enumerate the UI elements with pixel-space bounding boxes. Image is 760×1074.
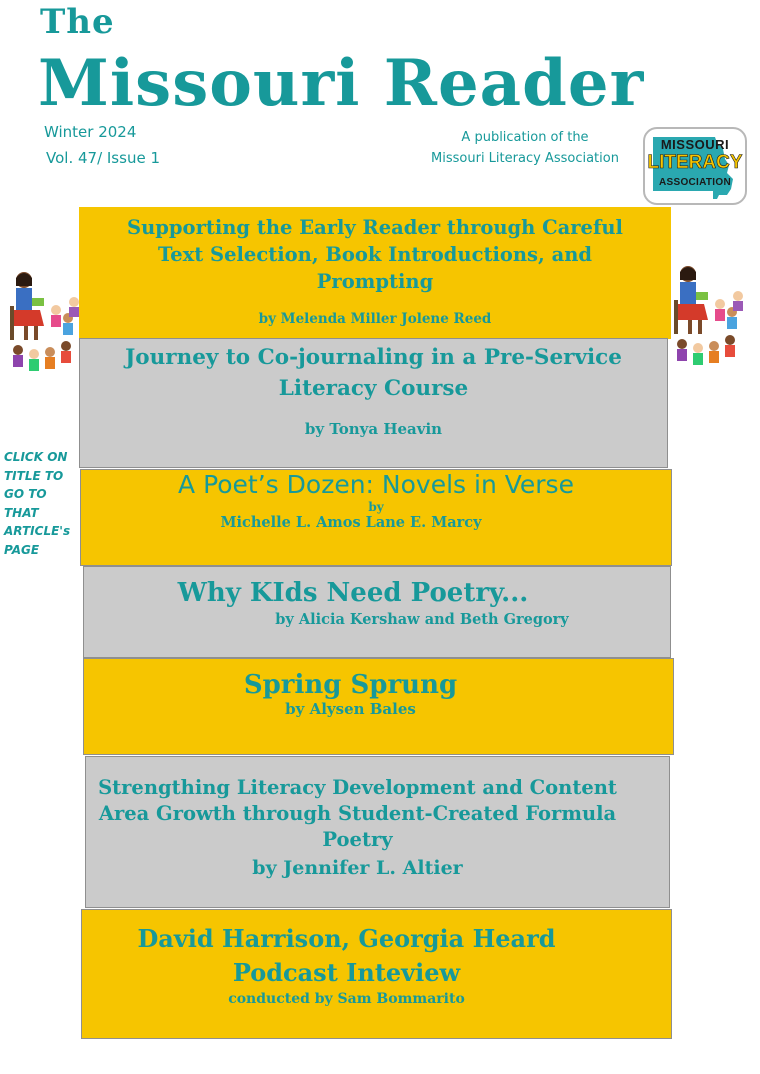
issue-volume: Vol. 47/ Issue 1 [46,149,160,167]
article-title-line: Podcast Inteview [232,958,461,987]
article-title-line: Why KIds Need Poetry... [177,578,529,608]
note-line: GO TO [4,487,47,501]
article-card-5 [83,658,674,755]
mla-logo [643,127,747,205]
article-byline-4: by Alicia Kershaw and Beth Gregory [275,611,569,628]
article-card-3 [80,469,672,566]
issue-season: Winter 2024 [44,123,137,141]
article-byline-5: by Alysen Bales [285,700,416,718]
note-line: ARTICLE's [4,524,71,538]
note-line: THAT [4,505,39,520]
teacher-reading-right-icon [670,262,746,366]
article-card-1 [79,207,671,339]
article-byline-by-3: by [368,500,384,514]
masthead-the: The [40,2,115,42]
masthead-title: Missouri Reader [38,46,645,121]
article-title-link-6[interactable] [86,775,629,853]
click-instruction-note [4,448,80,559]
logo-line-2: LITERACY [647,152,743,173]
article-byline-6: by Jennifer L. Altier [252,857,463,879]
teacher-reading-left-icon [6,268,82,372]
article-title-link-7[interactable] [82,922,611,990]
publisher-line-1: A publication of the [461,130,589,145]
article-title-link-1[interactable] [80,214,670,295]
article-title-line: Text Selection, Book Introductions, and [157,243,593,266]
article-card-2 [79,338,668,468]
article-byline-7: conducted by Sam Bommarito [228,991,465,1007]
article-title-line: Strengthing Literacy Development and Content [98,776,617,799]
note-line: PAGE [4,542,40,557]
article-title-link-3[interactable] [81,470,671,500]
article-title-line: Prompting [316,270,434,293]
article-card-4 [83,566,671,658]
logo-line-3: ASSOCIATION [658,177,731,188]
article-title-link-2[interactable] [80,342,667,404]
article-title-link-5[interactable] [84,669,617,701]
article-byline-1: by Melenda Miller Jolene Reed [258,311,492,327]
logo-line-1: MISSOURI [660,137,730,152]
article-title-line: Journey to Co-journaling in a Pre-Service [125,345,622,370]
note-line: TITLE TO [4,468,64,483]
article-byline-3: Michelle L. Amos Lane E. Marcy [220,514,482,531]
article-title-line: Poetry [322,828,393,851]
article-byline-2: by Tonya Heavin [304,420,443,438]
article-title-line: Literacy Course [278,376,469,401]
article-title-line: Spring Sprung [243,670,458,700]
article-title-line: David Harrison, Georgia Heard [137,924,556,953]
article-title-line: Area Growth through Student-Created Formula [98,802,617,825]
article-card-7 [81,909,672,1039]
article-title-line: Supporting the Early Reader through Careful [127,216,623,239]
article-card-6 [85,756,670,908]
note-line: CLICK ON [4,450,68,464]
article-title-link-4[interactable] [84,576,622,610]
publisher-line-2: Missouri Literacy Association [431,151,619,166]
publisher-note [405,127,645,169]
article-title-line: A Poet’s Dozen: Novels in Verse [178,470,574,499]
